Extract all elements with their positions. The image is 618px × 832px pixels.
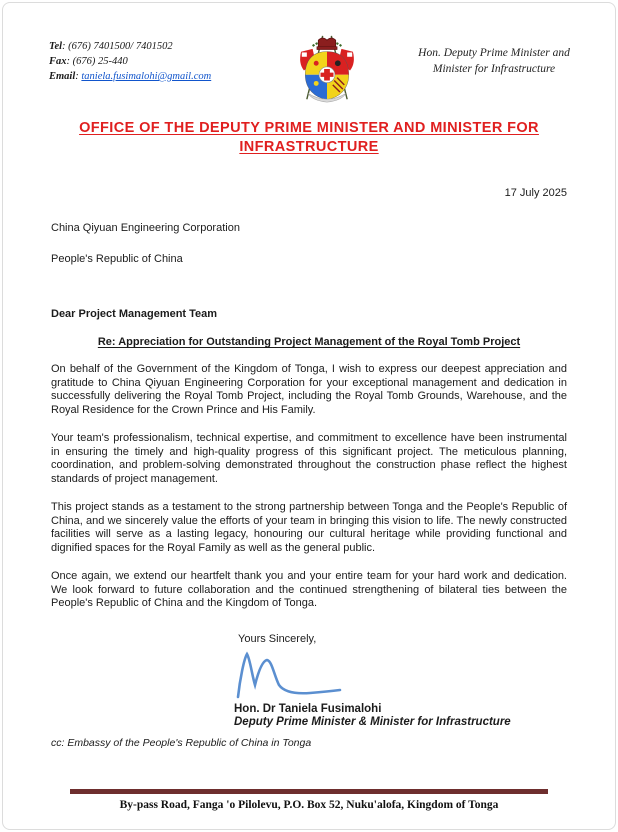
paragraph-3: This project stands as a testament to the strong partnership between Tonga and the People's Republic of China, and we sincerely value the efforts of your team in bringing this vision to life. The newly constructed facilities will serve as a lasting legacy, honouring our cultural heritage while providing functional and dignified spaces for the Royal Family as well as the general public. — [51, 501, 567, 554]
footer-address: By-pass Road, Fanga 'o Pilolevu, P.O. Box 52, Nuku'alofa, Kingdom of Tonga — [119, 799, 499, 811]
paragraph-4: Once again, we extend our heartfelt thank you and your entire team for your hard work and dedication. We look forward to future collaboration and the continued strengthening of bilateral ties between the People's Republic of China and the Kingdom of Tonga. — [51, 570, 567, 609]
email-label: Email — [49, 71, 76, 82]
salutation: Dear Project Management Team — [51, 308, 218, 320]
closing: Yours Sincerely, — [238, 632, 317, 645]
letter-page — [2, 2, 616, 830]
tel-value: : (676) 7401500/ 7401502 — [62, 41, 173, 52]
signature-block — [234, 649, 567, 728]
letterhead — [3, 3, 615, 105]
signature-icon — [234, 649, 354, 701]
fax-line — [49, 54, 249, 69]
subject-line: Re: Appreciation for Outstanding Project Management of the Royal Tomb Project — [97, 336, 521, 348]
date: 17 July 2025 — [504, 187, 567, 199]
email-line — [49, 69, 249, 84]
fax-label: Fax — [49, 56, 67, 67]
footer — [3, 789, 615, 811]
tonga-coat-of-arms-icon — [291, 33, 363, 105]
tel-line — [49, 39, 249, 54]
office-holder-text: Hon. Deputy Prime Minister and Minister for Infrastructure — [418, 47, 570, 75]
paragraph-1: On behalf of the Government of the Kingdom of Tonga, I wish to express our deepest appreciation and gratitude to China Qiyuan Engineering Corporation for your exceptional management and dedication in successfully delivering the Royal Tomb Project, including the Royal Tomb Grounds, Warehouse, and the Royal Residence for the Crown Prince and His Family. — [51, 363, 567, 416]
fax-value: : (676) 25-440 — [66, 56, 128, 67]
letter-body — [3, 187, 615, 749]
contact-block — [49, 33, 249, 84]
signatory-title: Deputy Prime Minister & Minister for Infrastructure — [234, 715, 511, 728]
signatory-name: Hon. Dr Taniela Fusimalohi — [234, 702, 382, 715]
email-link[interactable]: taniela.fusimalohi@gmail.com — [81, 71, 212, 82]
paragraph-2: Your team's professionalism, technical expertise, and commitment to excellence have been instrumental in ensuring the timely and high-quality progress of this significant project. The meticulous planning, coordination, and problem-solving demonstrated throughout the construction phase reflect the highest standards of project management. — [51, 432, 567, 485]
recipient-line-2: People's Republic of China — [51, 253, 183, 265]
email-separator: : — [75, 71, 82, 82]
office-title: OFFICE OF THE DEPUTY PRIME MINISTER AND MINISTER FOR INFRASTRUCTURE — [79, 120, 539, 155]
cc-line: cc: Embassy of the People's Republic of China in Tonga — [51, 736, 312, 749]
recipient-line-1: China Qiyuan Engineering Corporation — [51, 222, 240, 234]
footer-divider-bar — [70, 789, 548, 794]
tel-label: Tel — [49, 41, 63, 52]
crest-container — [267, 33, 387, 105]
